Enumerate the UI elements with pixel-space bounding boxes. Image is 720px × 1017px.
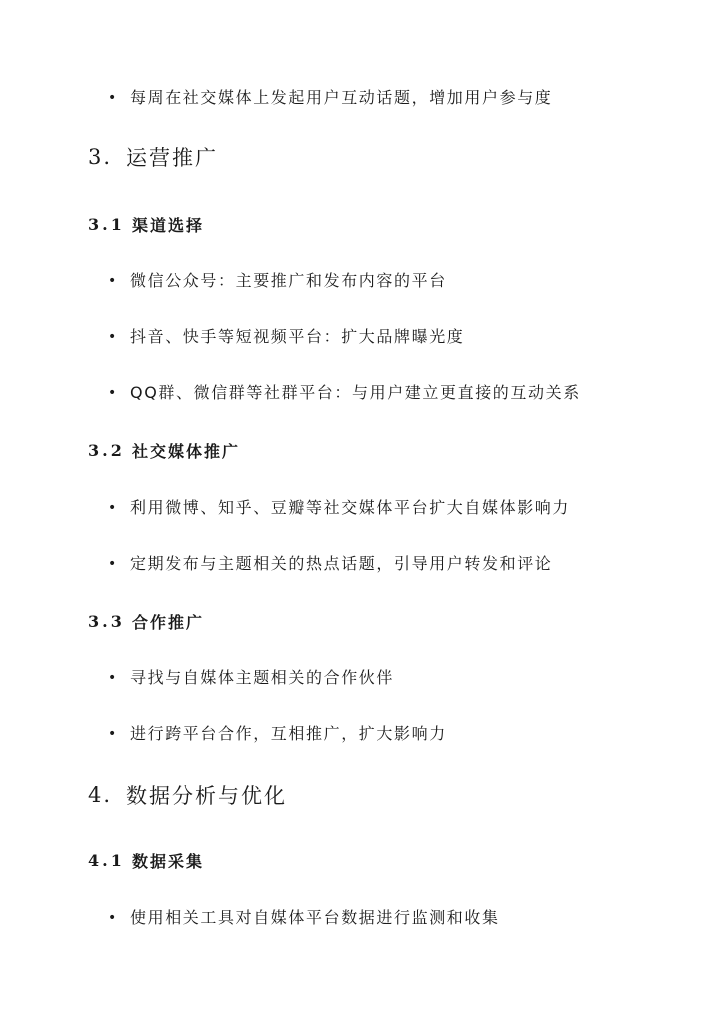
subsection-heading-4-1 xyxy=(88,848,204,872)
bullet-icon: • xyxy=(108,556,118,572)
section-title: 数据分析与优化 xyxy=(126,784,287,808)
subsection-number: 3.2 xyxy=(88,440,125,460)
list-item xyxy=(108,496,680,520)
subsection-number: 4.1 xyxy=(88,850,125,870)
bullet-icon: • xyxy=(108,500,118,516)
list-item xyxy=(108,666,680,690)
bullet-icon: • xyxy=(108,910,118,926)
list-item-text: 每周在社交媒体上发起用户互动话题，增加用户参与度 xyxy=(130,88,553,107)
subsection-title: 数据采集 xyxy=(132,851,205,871)
list-item-text: 利用微博、知乎、豆瓣等社交媒体平台扩大自媒体影响力 xyxy=(130,498,571,517)
list-item xyxy=(108,906,680,930)
section-number: 3. xyxy=(88,145,113,169)
list-item xyxy=(108,325,680,349)
list-item xyxy=(108,381,680,405)
bullet-icon: • xyxy=(108,273,118,289)
bullet-icon: • xyxy=(108,670,118,686)
list-item xyxy=(108,269,680,293)
bullet-icon: • xyxy=(108,329,118,345)
bullet-icon: • xyxy=(108,90,118,106)
list-item-text: QQ群、微信群等社群平台：与用户建立更直接的互动关系 xyxy=(130,383,581,402)
subsection-title: 合作推广 xyxy=(132,612,205,632)
list-item-text: 进行跨平台合作，互相推广，扩大影响力 xyxy=(130,724,447,743)
subsection-number: 3.3 xyxy=(88,611,125,631)
list-item-text: 使用相关工具对自媒体平台数据进行监测和收集 xyxy=(130,908,500,927)
bullet-icon: • xyxy=(108,385,118,401)
subsection-number: 3.1 xyxy=(88,214,125,234)
list-item-text: 微信公众号：主要推广和发布内容的平台 xyxy=(130,271,447,290)
section-heading-3 xyxy=(88,142,218,172)
list-item-text: 定期发布与主题相关的热点话题，引导用户转发和评论 xyxy=(130,554,553,573)
subsection-title: 渠道选择 xyxy=(132,215,205,235)
section-number: 4. xyxy=(88,783,113,807)
section-title: 运营推广 xyxy=(126,146,218,170)
section-heading-4 xyxy=(88,780,287,810)
subsection-title: 社交媒体推广 xyxy=(132,441,241,461)
subsection-heading-3-3 xyxy=(88,609,204,633)
list-item-text: 寻找与自媒体主题相关的合作伙伴 xyxy=(130,668,395,687)
list-item-text: 抖音、快手等短视频平台：扩大品牌曝光度 xyxy=(130,327,465,346)
subsection-heading-3-2 xyxy=(88,438,240,462)
bullet-icon: • xyxy=(108,726,118,742)
subsection-heading-3-1 xyxy=(88,212,204,236)
list-item xyxy=(108,552,680,576)
list-item xyxy=(108,722,680,746)
list-item xyxy=(108,86,680,110)
